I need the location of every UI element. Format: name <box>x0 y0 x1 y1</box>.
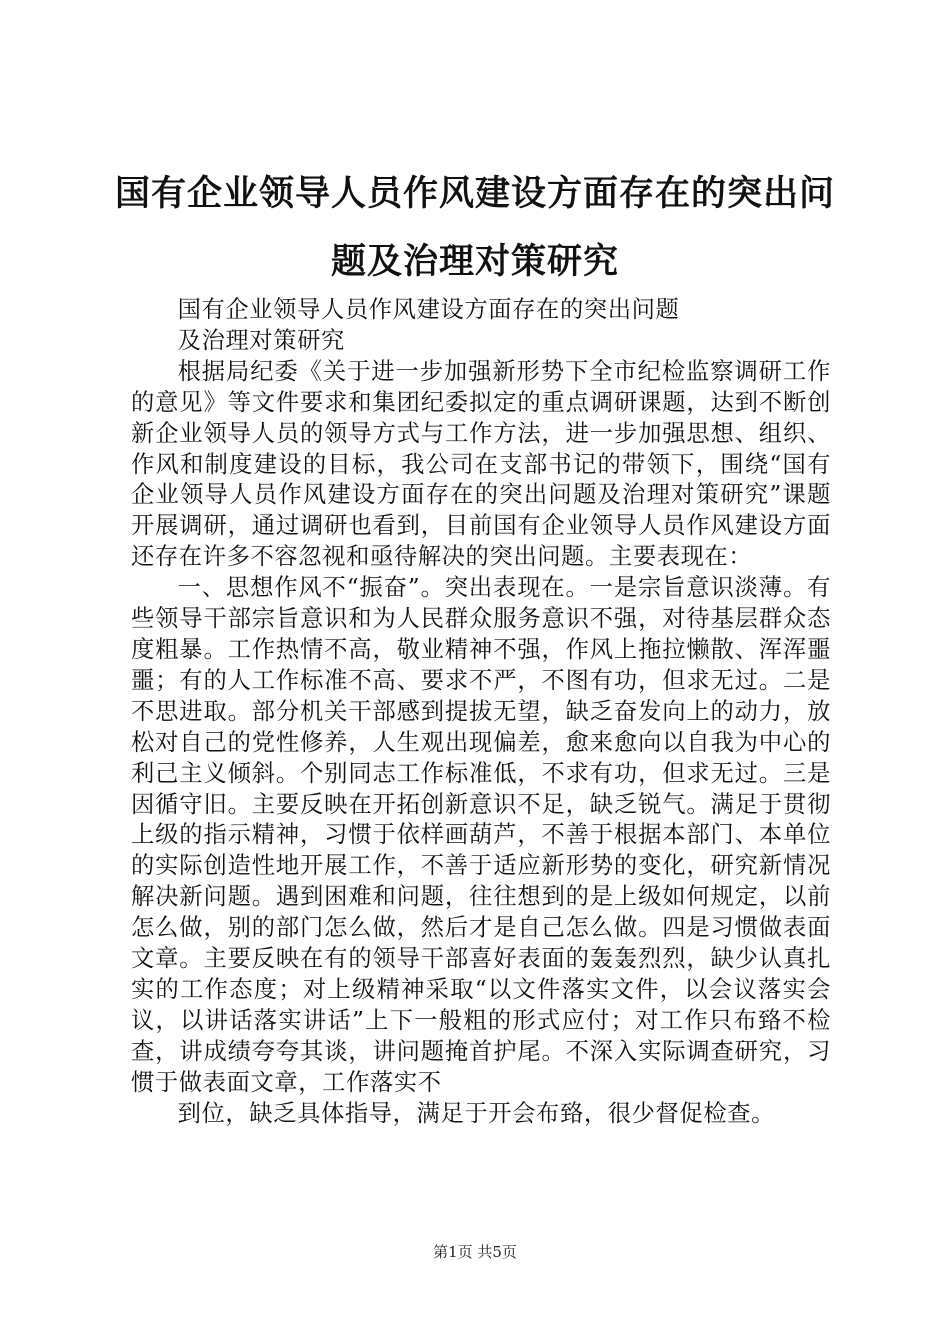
paragraph-section-one: 一、思想作风不“振奋”。突出表现在。一是宗旨意识淡薄。有些领导干部宗旨意识和为人民群众服务意识不强，对待基层群众态度粗暴。工作热情不高，敬业精神不强，作风上拖拉懒散、浑浑噩噩；有的人工作标准不高、要求不严，不图有功，但求无过。二是不思进取。部分机关干部感到提拔无望，缺乏奋发向上的动力，放松对自己的党性修养，人生观出现偏差，愈来愈向以自我为中心的利己主义倾斜。个别同志工作标准低，不求有功，但求无过。三是因循守旧。主要反映在开拓创新意识不足，缺乏锐气。满足于贯彻上级的指示精神，习惯于依样画葫芦，不善于根据本部门、本单位的实际创造性地开展工作，不善于适应新形势的变化，研究新情况解决新问题。遇到困难和问题，往往想到的是上级如何规定，以前怎么做，别的部门怎么做，然后才是自己怎么做。四是习惯做表面文章。主要反映在有的领导干部喜好表面的轰轰烈烈，缺少认真扎实的工作态度；对上级精神采取“以文件落实文件，以会议落实会议，以讲话落实讲话”上下一般粗的形式应付；对工作只布臵不检查，讲成绩夸夸其谈，讲问题掩首护尾。不深入实际调查研究，习惯于做表面文章，工作落实不 <box>131 574 831 1096</box>
paragraph-intro: 根据局纪委《关于进一步加强新形势下全市纪检监察调研工作的意见》等文件要求和集团纪委拟定的重点调研课题，达到不断创新企业领导人员的领导方式与工作方法，进一步加强思想、组织、作风和制度建设的目标，我公司在支部书记的带领下，围绕“国有企业领导人员作风建设方面存在的突出问题及治理对策研究”课题开展调研，通过调研也看到，目前国有企业领导人员作风建设方面还存在许多不容忽视和亟待解决的突出问题。主要表现在： <box>131 357 831 571</box>
subtitle-line-1: 国有企业领导人员作风建设方面存在的突出问题 <box>177 296 680 323</box>
document-body <box>131 295 831 1129</box>
document-title: 国有企业领导人员作风建设方面存在的突出问题及治理对策研究 <box>114 173 835 282</box>
page-footer: 第1页 共5页 <box>433 1243 517 1261</box>
subtitle-line-2: 及治理对策研究 <box>177 326 345 354</box>
paragraph-continuation: 到位，缺乏具体指导，满足于开会布臵，很少督促检查。 <box>177 1099 776 1127</box>
